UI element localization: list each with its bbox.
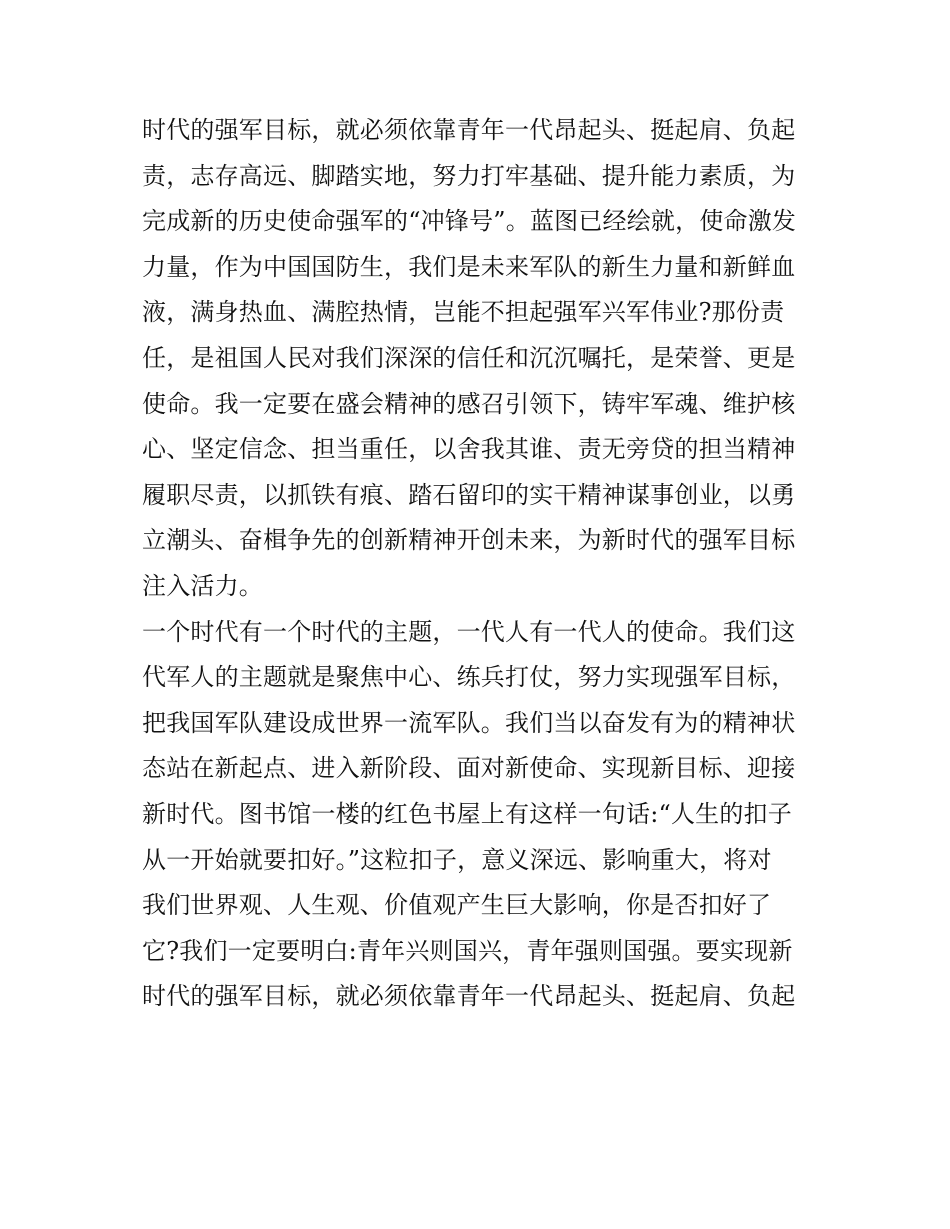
body-text — [142, 108, 822, 1020]
text-line: 完成新的历史使命强军的“冲锋号”。蓝图已经绘就，使命激发 — [142, 207, 797, 236]
text-line: 履职尽责，以抓铁有痕、踏石留印的实干精神谋事创业，以勇 — [142, 480, 796, 509]
text-line: 使命。我一定要在盛会精神的感召引领下，铸牢军魂、维护核 — [142, 389, 796, 418]
text-line: 态站在新起点、进入新阶段、面对新使命、实现新目标、迎接 — [142, 754, 796, 783]
text-line: 一个时代有一个时代的主题，一代人有一代人的使命。我们这 — [142, 617, 796, 646]
text-line: 力量，作为中国国防生，我们是未来军队的新生力量和新鲜血 — [142, 252, 796, 281]
text-line: 心、坚定信念、担当重任，以舍我其谁、责无旁贷的担当精神 — [142, 435, 796, 464]
text-line: 立潮头、奋楫争先的创新精神开创未来，为新时代的强军目标 — [142, 526, 796, 555]
text-line: 任，是祖国人民对我们深深的信任和沉沉嘱托，是荣誉、更是 — [142, 343, 796, 372]
text-line: 从一开始就要扣好。”这粒扣子，意义深远、影响重大，将对 — [142, 845, 772, 874]
text-line: 责，志存高远、脚踏实地，努力打牢基础、提升能力素质，为 — [142, 161, 796, 190]
text-line: 注入活力。 — [142, 571, 263, 600]
text-line: 把我国军队建设成世界一流军队。我们当以奋发有为的精神状 — [142, 708, 796, 737]
text-line: 时代的强军目标，就必须依靠青年一代昂起头、挺起肩、负起 — [142, 116, 796, 144]
text-line: 新时代。图书馆一楼的红色书屋上有这样一句话:“人生的扣子 — [142, 799, 792, 828]
text-line: 代军人的主题就是聚焦中心、练兵打仗，努力实现强军目标， — [142, 663, 796, 692]
text-line: 我们世界观、人生观、价值观产生巨大影响，你是否扣好了 — [142, 891, 772, 920]
text-line: 时代的强军目标，就必须依靠青年一代昂起头、挺起肩、负起 — [142, 982, 796, 1011]
text-line: 液，满身热血、满腔热情，岂能不担起强军兴军伟业?那份责 — [142, 298, 785, 327]
text-line: 它?我们一定要明白:青年兴则国兴，青年强则国强。要实现新 — [142, 936, 793, 965]
